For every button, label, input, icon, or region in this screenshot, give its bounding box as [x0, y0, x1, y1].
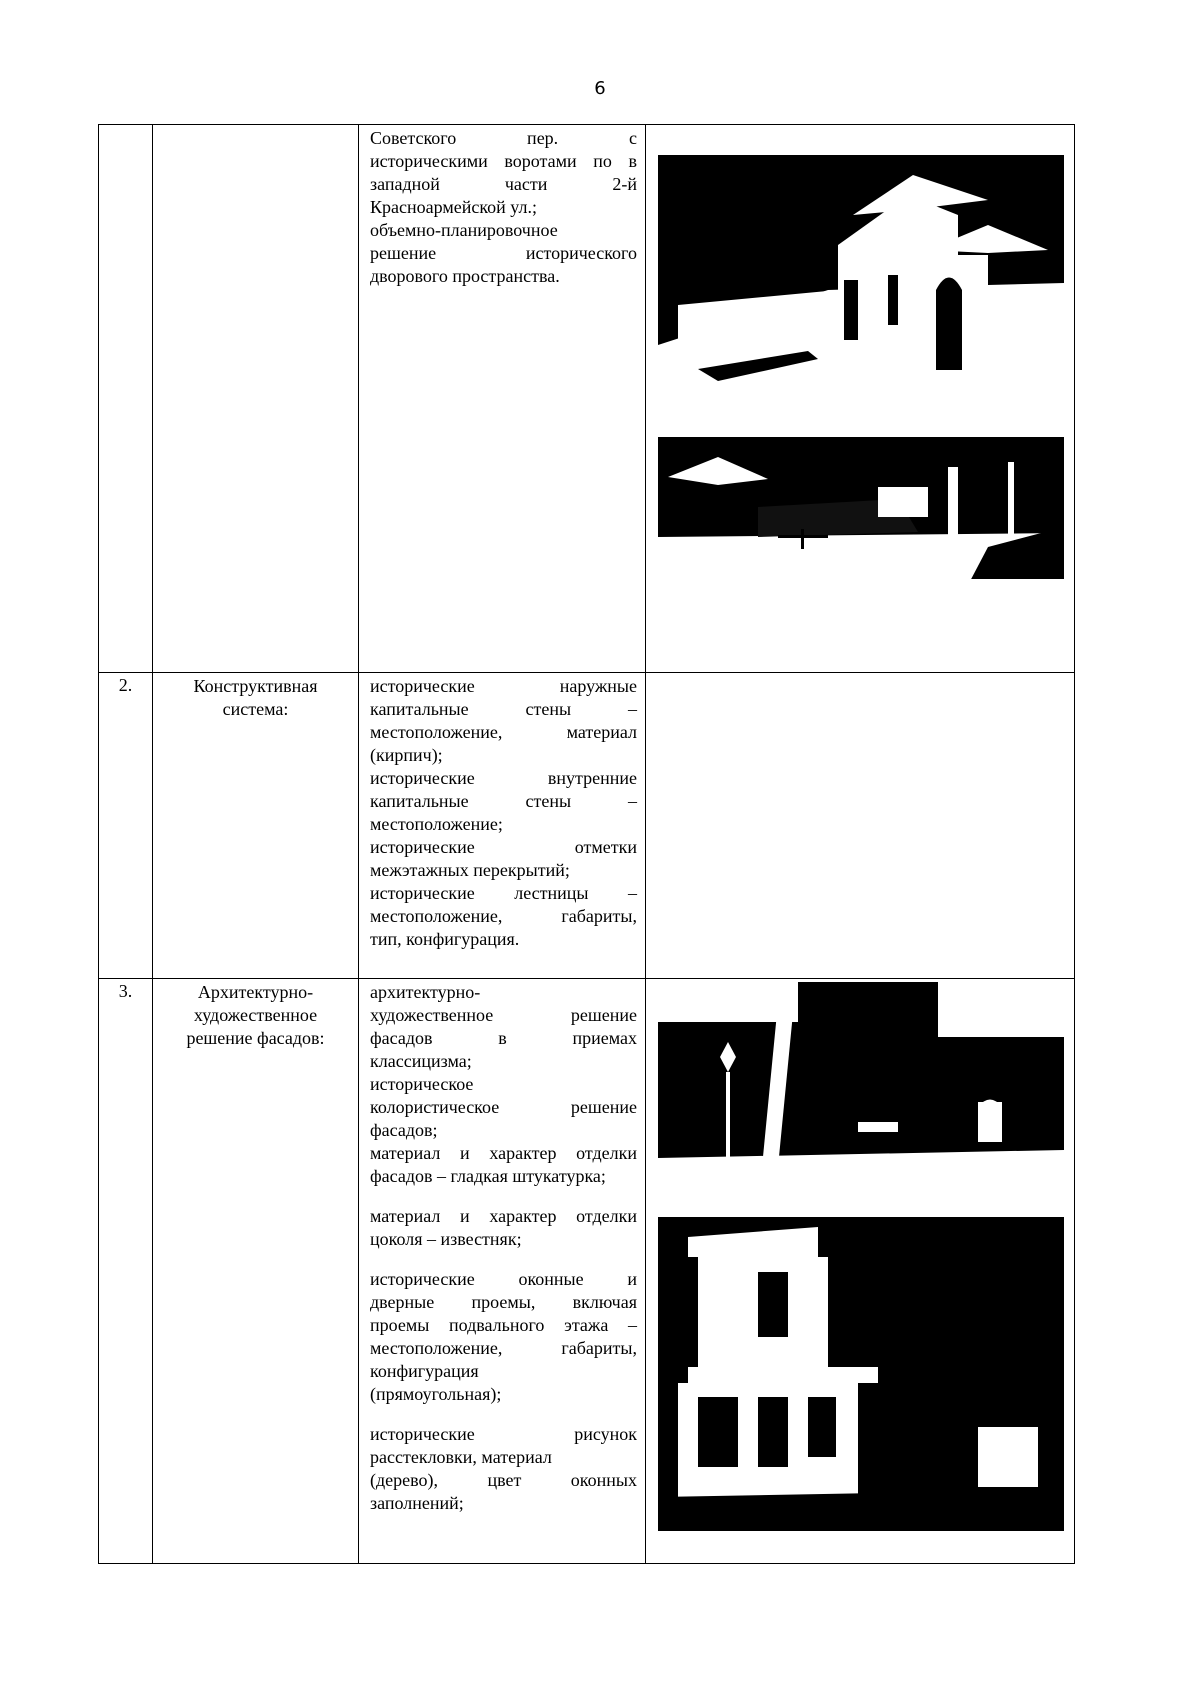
- row-description: [359, 125, 646, 673]
- description-line: фасадов в приемах: [370, 1028, 637, 1048]
- protected-features-table: [98, 124, 1075, 1564]
- row-number: 3.: [99, 979, 153, 1564]
- description-line: дверные проемы, включая: [370, 1292, 637, 1312]
- description-line: цоколя – известняк;: [370, 1229, 522, 1249]
- description-line: Советского пер. с: [370, 128, 637, 148]
- description-line: исторические внутренние: [370, 768, 637, 788]
- description-line: материал и характер отделки: [370, 1206, 637, 1226]
- description-line: конфигурация: [370, 1361, 479, 1381]
- row-photos-empty: [646, 673, 1075, 979]
- row-photos: [646, 979, 1075, 1564]
- description-line: местоположение, габариты,: [370, 906, 637, 926]
- description-line: (прямоугольная);: [370, 1384, 502, 1404]
- description-line: материал и характер отделки: [370, 1143, 637, 1163]
- description-line: фасадов – гладкая штукатурка;: [370, 1166, 606, 1186]
- row-number: [99, 125, 153, 673]
- row-name: Архитектурно-художественное решение фасадов:: [153, 979, 359, 1564]
- description-line: историческое: [370, 1074, 474, 1094]
- description-line: расстекловки, материал: [370, 1447, 552, 1467]
- description-line: местоположение;: [370, 814, 503, 834]
- gate-street-photo: [658, 155, 1064, 391]
- courtyard-street-photo: [658, 437, 1064, 585]
- description-line: исторические рисунок: [370, 1424, 637, 1444]
- table-row: [99, 979, 1075, 1564]
- description-line: (дерево), цвет оконных: [370, 1470, 637, 1490]
- description-line: заполнений;: [370, 1493, 464, 1513]
- description-line: исторические оконные и: [370, 1269, 637, 1289]
- table-row: [99, 673, 1075, 979]
- row-name: [153, 125, 359, 673]
- building-facade-photo: [658, 1197, 1064, 1531]
- row-description: [359, 979, 646, 1564]
- row-photos: [646, 125, 1075, 673]
- description-line: местоположение, габариты,: [370, 1338, 637, 1358]
- row-name: Конструктивная система:: [153, 673, 359, 979]
- description-line: (кирпич);: [370, 745, 443, 765]
- description-line: объемно-планировочное: [370, 220, 558, 240]
- description-line: исторические лестницы –: [370, 883, 637, 903]
- description-line: исторические наружные: [370, 676, 637, 696]
- facade-trees-photo: [658, 982, 1064, 1167]
- description-line: исторические отметки: [370, 837, 637, 857]
- description-line: межэтажных перекрытий;: [370, 860, 570, 880]
- description-line: западной части 2-й: [370, 174, 637, 194]
- description-line: колористическое решение: [370, 1097, 637, 1117]
- description-line: Красноармейской ул.;: [370, 197, 537, 217]
- description-line: дворового пространства.: [370, 266, 560, 286]
- description-line: проемы подвального этажа –: [370, 1315, 637, 1335]
- description-line: архитектурно-: [370, 982, 481, 1002]
- description-line: художественное решение: [370, 1005, 637, 1025]
- description-line: классицизма;: [370, 1051, 472, 1071]
- row-number: 2.: [99, 673, 153, 979]
- description-line: решение исторического: [370, 243, 637, 263]
- page-number: 6: [594, 78, 606, 99]
- description-line: капитальные стены –: [370, 791, 637, 811]
- description-line: историческими воротами по в: [370, 151, 637, 171]
- description-line: капитальные стены –: [370, 699, 637, 719]
- description-line: местоположение, материал: [370, 722, 637, 742]
- description-line: фасадов;: [370, 1120, 438, 1140]
- table-row: [99, 125, 1075, 673]
- row-description: [359, 673, 646, 979]
- description-line: тип, конфигурация.: [370, 929, 520, 949]
